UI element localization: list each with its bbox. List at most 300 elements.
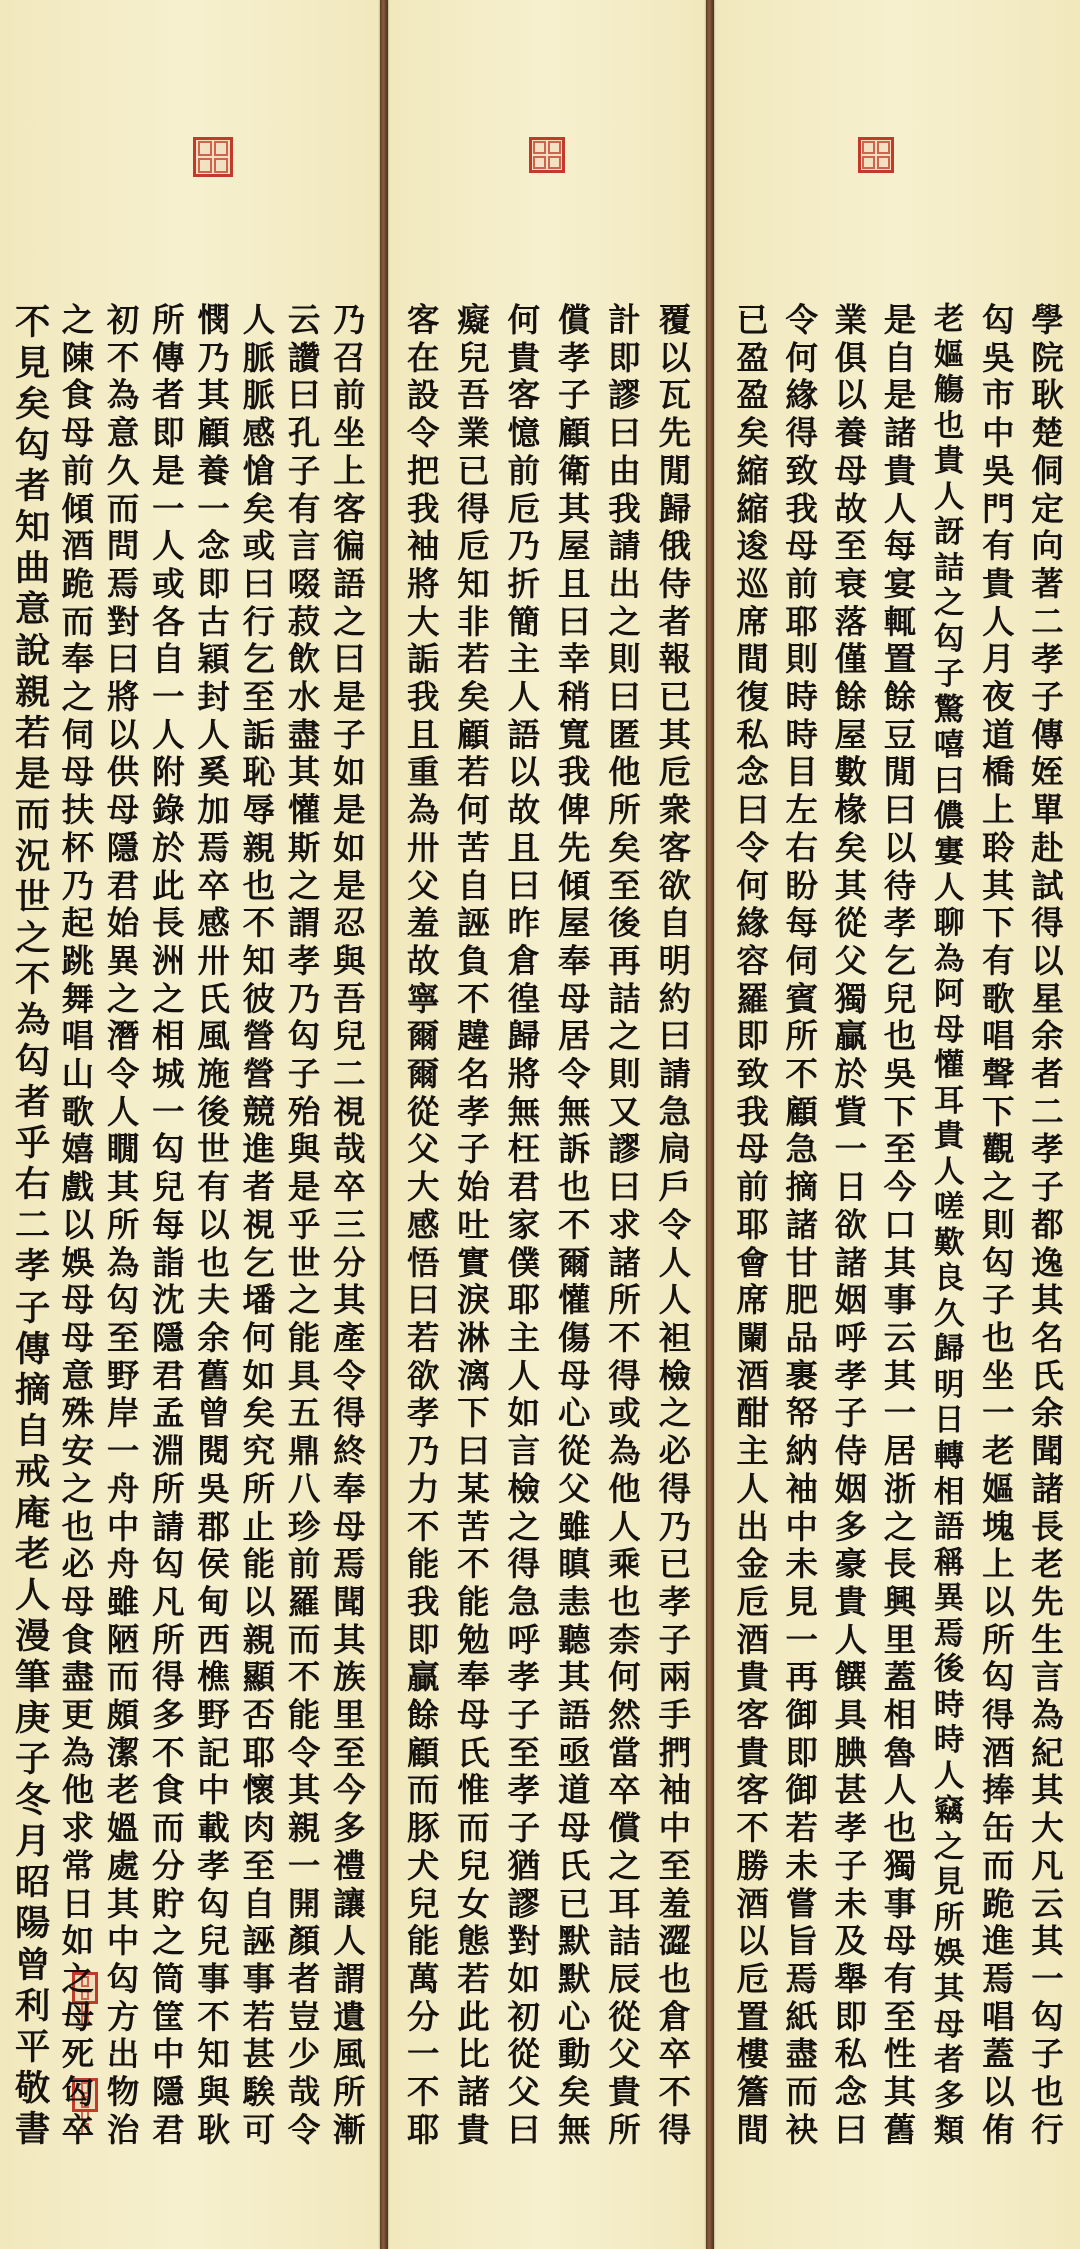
calligraphy-character: 貴 (982, 564, 1015, 603)
calligraphy-character: 處 (106, 1846, 140, 1885)
calligraphy-character: 孝 (557, 338, 591, 377)
calligraphy-character: 昭 (14, 1862, 51, 1904)
calligraphy-character: 一 (287, 1846, 321, 1885)
calligraphy-character: 語 (557, 1696, 591, 1735)
calligraphy-character: 歸 (933, 1331, 965, 1368)
calligraphy-character: 聆 (982, 828, 1015, 867)
calligraphy-character: 之 (883, 1507, 917, 1546)
calligraphy-character: 時 (933, 1686, 965, 1723)
calligraphy-character: 不 (785, 1055, 818, 1094)
calligraphy-character: 以 (61, 1205, 95, 1244)
calligraphy-character: 營 (242, 1017, 276, 1056)
calligraphy-character: 落 (834, 602, 868, 641)
calligraphy-character: 至 (507, 1733, 541, 1772)
calligraphy-character: 矣 (557, 2073, 591, 2112)
calligraphy-character: 也 (197, 1243, 230, 1282)
calligraphy-character: 卅 (197, 941, 230, 980)
calligraphy-character: 焉 (785, 1959, 818, 1998)
calligraphy-character: 三 (333, 1205, 366, 1244)
calligraphy-character: 行 (1031, 2110, 1064, 2149)
calligraphy-character: 舊 (883, 2110, 917, 2149)
calligraphy-character: 豪 (834, 1545, 868, 1584)
calligraphy-character: 類 (933, 2113, 965, 2150)
calligraphy-character: 帑 (785, 1394, 818, 1433)
calligraphy-character: 道 (982, 715, 1015, 754)
calligraphy-character: 之 (106, 979, 140, 1018)
calligraphy-character: 其 (557, 489, 591, 528)
calligraphy-character: 君 (152, 2110, 185, 2149)
calligraphy-character: 勉 (457, 1620, 490, 1659)
calligraphy-character: 從 (834, 904, 868, 943)
calligraphy-character: 諸 (785, 1205, 818, 1244)
calligraphy-character: 語 (333, 564, 366, 603)
calligraphy-character: 之 (982, 1168, 1015, 1207)
calligraphy-character: 何 (242, 1318, 276, 1357)
calligraphy-character: 大 (406, 602, 440, 641)
calligraphy-character: 無 (557, 2110, 591, 2149)
calligraphy-character: 人 (933, 869, 965, 906)
calligraphy-character: 閒 (883, 753, 917, 792)
text-column (146, 302, 190, 2149)
calligraphy-character: 衛 (557, 451, 591, 490)
calligraphy-character: 令 (785, 301, 818, 339)
calligraphy-character: 餘 (883, 678, 917, 717)
calligraphy-character: 初 (507, 1997, 541, 2036)
calligraphy-character: 瞋 (557, 1545, 591, 1584)
calligraphy-character: 子 (834, 1394, 868, 1433)
calligraphy-character: 能 (242, 1545, 276, 1584)
calligraphy-character: 產 (333, 1318, 366, 1357)
calligraphy-character: 有 (883, 1959, 917, 1998)
calligraphy-character: 騃 (242, 2073, 276, 2112)
text-column (878, 302, 922, 2149)
calligraphy-character: 已 (736, 301, 769, 339)
calligraphy-character: 緣 (785, 376, 818, 415)
calligraphy-character: 從 (557, 1432, 591, 1471)
calligraphy-character: 兒 (152, 1168, 185, 1207)
calligraphy-character: 其 (1031, 1281, 1064, 1320)
calligraphy-character: 如 (333, 753, 366, 792)
calligraphy-character: 可 (242, 2110, 276, 2149)
calligraphy-character: 所 (106, 1205, 140, 1244)
calligraphy-character: 亟 (557, 1733, 591, 1772)
calligraphy-character: 起 (61, 904, 95, 943)
calligraphy-character: 及 (834, 1922, 868, 1961)
calligraphy-character: 為 (406, 791, 440, 830)
calligraphy-character: 則 (982, 1205, 1015, 1244)
calligraphy-character: 能 (406, 1545, 440, 1584)
calligraphy-character: 母 (61, 1281, 95, 1320)
calligraphy-character: 而 (287, 1620, 321, 1659)
calligraphy-character: 辰 (608, 1959, 641, 1998)
calligraphy-character: 曲 (14, 548, 51, 590)
calligraphy-character: 何 (736, 866, 769, 905)
calligraphy-character: 孝 (197, 1846, 230, 1885)
calligraphy-character: 力 (406, 1469, 440, 1508)
calligraphy-character: 之 (152, 1922, 185, 1961)
calligraphy-character: 之 (933, 1828, 965, 1865)
calligraphy-character: 呼 (834, 1318, 868, 1357)
calligraphy-character: 至 (333, 1733, 366, 1772)
calligraphy-character: 匃 (61, 2073, 95, 2112)
calligraphy-character: 而 (106, 1658, 140, 1697)
calligraphy-character: 孝 (1031, 640, 1064, 679)
calligraphy-character: 侗 (1031, 451, 1064, 490)
calligraphy-character: 母 (883, 1922, 917, 1961)
calligraphy-character: 顧 (785, 1092, 818, 1131)
calligraphy-character: 之 (658, 1394, 692, 1433)
calligraphy-character: 孝 (14, 1246, 51, 1288)
calligraphy-character: 之 (608, 1017, 641, 1056)
calligraphy-character: 者 (14, 1082, 51, 1124)
calligraphy-character: 興 (883, 1582, 917, 1621)
calligraphy-character: 覆 (658, 301, 692, 339)
calligraphy-character: 未 (785, 1545, 818, 1584)
calligraphy-character: 乃 (333, 301, 366, 339)
calligraphy-character: 奉 (557, 941, 591, 980)
calligraphy-character: 問 (106, 527, 140, 566)
calligraphy-character: 卮 (457, 527, 490, 566)
calligraphy-character: 而 (152, 1809, 185, 1848)
calligraphy-character: 呼 (507, 1620, 541, 1659)
calligraphy-character: 又 (608, 1092, 641, 1131)
calligraphy-character: 陋 (106, 1620, 140, 1659)
calligraphy-character: 事 (197, 1959, 230, 1998)
calligraphy-character: 侍 (834, 1432, 868, 1471)
calligraphy-character: 人 (933, 1757, 965, 1794)
calligraphy-character: 耶 (406, 2110, 440, 2149)
calligraphy-character: 是 (14, 753, 51, 795)
calligraphy-character: 誣 (242, 1922, 276, 1961)
calligraphy-character: 兒 (197, 1922, 230, 1961)
calligraphy-character: 水 (287, 678, 321, 717)
calligraphy-character: 分 (406, 1997, 440, 2036)
calligraphy-character: 從 (507, 2035, 541, 2074)
calligraphy-character: 子 (658, 1620, 692, 1659)
calligraphy-character: 盈 (736, 376, 769, 415)
calligraphy-character: 之 (61, 1959, 95, 1998)
calligraphy-character: 競 (242, 1092, 276, 1131)
text-column (653, 302, 697, 2149)
calligraphy-character: 轉 (933, 1438, 965, 1474)
calligraphy-character: 死 (61, 2035, 95, 2074)
calligraphy-character: 舞 (61, 979, 95, 1018)
calligraphy-character: 人 (333, 1922, 366, 1961)
calligraphy-character: 歌 (61, 1092, 95, 1131)
calligraphy-character: 貴 (883, 451, 917, 490)
calligraphy-character: 筒 (152, 1959, 185, 1998)
calligraphy-character: 世 (197, 1130, 230, 1169)
calligraphy-character: 念 (197, 527, 230, 566)
text-column (237, 302, 281, 2149)
calligraphy-character: 相 (933, 1473, 965, 1510)
calligraphy-character: 奉 (457, 1658, 490, 1697)
calligraphy-character: 諸 (608, 1243, 641, 1282)
calligraphy-character: 人 (982, 602, 1015, 641)
calligraphy-character: 利 (14, 1985, 51, 2027)
calligraphy-character: 折 (507, 564, 541, 603)
calligraphy-character: 犬 (406, 1846, 440, 1885)
calligraphy-character: 穎 (197, 640, 230, 679)
calligraphy-character: 哉 (333, 1130, 366, 1169)
calligraphy-character: 之 (507, 1507, 541, 1546)
calligraphy-character: 人 (242, 301, 276, 339)
calligraphy-character: 摘 (14, 1369, 51, 1411)
calligraphy-character: 不 (406, 2073, 440, 2112)
calligraphy-character: 與 (333, 941, 366, 980)
calligraphy-character: 視 (242, 1205, 276, 1244)
calligraphy-character: 貴 (736, 1733, 769, 1772)
calligraphy-character: 曰 (557, 602, 591, 641)
calligraphy-character: 懽 (557, 1281, 591, 1320)
text-column (976, 302, 1020, 2149)
calligraphy-character: 語 (933, 1509, 965, 1546)
calligraphy-character: 有 (982, 941, 1015, 980)
calligraphy-character: 其 (557, 1658, 591, 1697)
calligraphy-character: 事 (242, 1959, 276, 1998)
calligraphy-character: 自 (883, 338, 917, 377)
calligraphy-character: 乞 (242, 640, 276, 679)
calligraphy-character: 父 (406, 866, 440, 905)
calligraphy-character: 憫 (197, 301, 230, 339)
calligraphy-character: 何 (785, 338, 818, 377)
calligraphy-character: 以 (982, 2073, 1015, 2112)
calligraphy-character: 匃 (982, 1243, 1015, 1282)
calligraphy-character: 營 (242, 1055, 276, 1094)
calligraphy-character: 母 (557, 1356, 591, 1395)
calligraphy-character: 於 (152, 828, 185, 867)
calligraphy-character: 曰 (933, 762, 965, 799)
calligraphy-character: 屋 (834, 715, 868, 754)
calligraphy-character: 日 (834, 1168, 868, 1207)
calligraphy-character: 宴 (883, 564, 917, 603)
calligraphy-character: 矣 (242, 489, 276, 528)
calligraphy-character: 卮 (736, 1582, 769, 1621)
calligraphy-character: 再 (785, 1658, 818, 1697)
calligraphy-character: 安 (61, 1432, 95, 1471)
calligraphy-character: 世 (287, 1243, 321, 1282)
calligraphy-character: 人 (608, 1507, 641, 1546)
calligraphy-character: 然 (608, 1696, 641, 1735)
calligraphy-character: 且 (406, 715, 440, 754)
calligraphy-character: 或 (242, 527, 276, 566)
calligraphy-character: 始 (457, 1168, 490, 1207)
calligraphy-character: 多 (933, 2077, 965, 2114)
calligraphy-character: 曰 (457, 1432, 490, 1471)
calligraphy-character: 耿 (197, 2110, 230, 2149)
calligraphy-character: 耿 (1031, 376, 1064, 415)
calligraphy-character: 風 (197, 1017, 230, 1056)
calligraphy-character: 凡 (1031, 1846, 1064, 1885)
calligraphy-character: 缶 (982, 1809, 1015, 1848)
calligraphy-character: 舟 (106, 1469, 140, 1508)
calligraphy-character: 其 (106, 1884, 140, 1923)
calligraphy-character: 其 (658, 715, 692, 754)
calligraphy-character: 人 (658, 1281, 692, 1320)
calligraphy-character: 筐 (152, 1997, 185, 2036)
calligraphy-character: 至 (106, 1318, 140, 1357)
calligraphy-character: 若 (406, 1318, 440, 1357)
calligraphy-character: 子 (1031, 678, 1064, 717)
calligraphy-character: 有 (982, 527, 1015, 566)
calligraphy-character: 顏 (287, 1922, 321, 1961)
calligraphy-character: 封 (197, 678, 230, 717)
calligraphy-character: 雖 (557, 1507, 591, 1546)
calligraphy-character: 賓 (785, 979, 818, 1018)
calligraphy-character: 且 (557, 564, 591, 603)
calligraphy-character: 日 (61, 1884, 95, 1923)
calligraphy-character: 嬉 (61, 1130, 95, 1169)
calligraphy-character: 焉 (933, 1615, 965, 1652)
calligraphy-character: 輒 (883, 602, 917, 641)
calligraphy-character: 誣 (457, 904, 490, 943)
calligraphy-character: 歌 (982, 979, 1015, 1018)
calligraphy-character: 每 (883, 527, 917, 566)
calligraphy-character: 何 (457, 791, 490, 830)
calligraphy-character: 學 (1031, 301, 1064, 339)
calligraphy-character: 得 (1031, 904, 1064, 943)
calligraphy-character: 金 (736, 1545, 769, 1584)
calligraphy-character: 如 (333, 828, 366, 867)
calligraphy-character: 行 (242, 602, 276, 641)
calligraphy-character: 人 (883, 489, 917, 528)
calligraphy-character: 為 (1031, 1696, 1064, 1735)
calligraphy-character: 常 (61, 1846, 95, 1885)
calligraphy-character: 主 (507, 1318, 541, 1357)
calligraphy-character: 求 (608, 1205, 641, 1244)
calligraphy-character: 間 (736, 2110, 769, 2149)
calligraphy-character: 豈 (287, 1997, 321, 2036)
calligraphy-character: 吳 (982, 451, 1015, 490)
calligraphy-character: 所 (933, 1899, 965, 1936)
calligraphy-character: 手 (658, 1696, 692, 1735)
calligraphy-character: 治 (106, 2110, 140, 2149)
calligraphy-character: 為 (14, 1000, 51, 1042)
calligraphy-character: 子 (14, 1739, 51, 1781)
calligraphy-character: 貯 (152, 1884, 185, 1923)
calligraphy-character: 母 (61, 414, 95, 453)
calligraphy-character: 詬 (406, 640, 440, 679)
calligraphy-character: 感 (197, 904, 230, 943)
calligraphy-character: 單 (1031, 791, 1064, 830)
calligraphy-character: 曰 (608, 1168, 641, 1207)
calligraphy-character: 縮 (736, 489, 769, 528)
calligraphy-character: 在 (406, 338, 440, 377)
calligraphy-character: 以 (197, 1205, 230, 1244)
calligraphy-character: 耶 (785, 602, 818, 641)
calligraphy-character: 曰 (736, 791, 769, 830)
calligraphy-character: 孝 (507, 1658, 541, 1697)
calligraphy-character: 袂 (785, 2110, 818, 2149)
calligraphy-character: 父 (507, 2073, 541, 2112)
calligraphy-character: 都 (1031, 1205, 1064, 1244)
calligraphy-character: 貴 (736, 1658, 769, 1697)
calligraphy-character: 具 (834, 1696, 868, 1735)
calligraphy-character: 為 (106, 376, 140, 415)
calligraphy-character: 令 (287, 2110, 321, 2149)
calligraphy-character: 舉 (834, 1959, 868, 1998)
calligraphy-character: 徧 (333, 527, 366, 566)
calligraphy-character: 如 (61, 1922, 95, 1961)
calligraphy-character: 生 (1031, 1620, 1064, 1659)
calligraphy-character: 念 (834, 2073, 868, 2112)
calligraphy-character: 縮 (736, 451, 769, 490)
calligraphy-character: 著 (1031, 564, 1064, 603)
calligraphy-character: 態 (457, 1922, 490, 1961)
calligraphy-character: 勝 (736, 1846, 769, 1885)
calligraphy-character: 說 (14, 630, 51, 672)
calligraphy-character: 匃 (152, 1545, 185, 1584)
calligraphy-character: 我 (736, 1092, 769, 1131)
calligraphy-character: 椽 (834, 791, 868, 830)
calligraphy-character: 若 (242, 1997, 276, 2036)
calligraphy-character: 不 (406, 1507, 440, 1546)
calligraphy-character: 爾 (406, 1017, 440, 1056)
calligraphy-character: 所 (608, 791, 641, 830)
calligraphy-character: 子 (333, 715, 366, 754)
calligraphy-character: 所 (152, 1469, 185, 1508)
calligraphy-character: 所 (785, 1017, 818, 1056)
calligraphy-character: 某 (457, 1469, 490, 1508)
calligraphy-character: 老 (106, 1771, 140, 1810)
calligraphy-character: 謬 (507, 1884, 541, 1923)
calligraphy-character: 猶 (507, 1846, 541, 1885)
calligraphy-character: 餘 (406, 1696, 440, 1735)
calligraphy-character: 急 (658, 1092, 692, 1131)
calligraphy-character: 我 (406, 489, 440, 528)
calligraphy-character: 謬 (608, 376, 641, 415)
calligraphy-character: 一 (785, 1620, 818, 1659)
calligraphy-character: 分 (152, 1846, 185, 1885)
calligraphy-character: 貴 (834, 1582, 868, 1621)
calligraphy-character: 欲 (834, 1205, 868, 1244)
calligraphy-character: 上 (333, 451, 366, 490)
calligraphy-character: 從 (608, 1997, 641, 2036)
calligraphy-character: 筆 (14, 1657, 51, 1699)
text-column (552, 302, 596, 2149)
calligraphy-character: 矣 (736, 414, 769, 453)
calligraphy-character: 吳 (197, 1469, 230, 1508)
calligraphy-character: 焉 (333, 1545, 366, 1584)
calligraphy-character: 下 (457, 1394, 490, 1433)
calligraphy-character: 檢 (507, 1469, 541, 1508)
calligraphy-character: 兩 (658, 1658, 692, 1697)
calligraphy-character: 傾 (557, 866, 591, 905)
calligraphy-character: 為 (933, 940, 965, 977)
calligraphy-character: 謂 (287, 904, 321, 943)
calligraphy-character: 中 (982, 414, 1015, 453)
calligraphy-character: 舟 (106, 1545, 140, 1584)
calligraphy-character: 品 (785, 1318, 818, 1357)
calligraphy-character: 幸 (557, 640, 591, 679)
calligraphy-character: 唱 (61, 1017, 95, 1056)
calligraphy-character: 得 (658, 1469, 692, 1508)
calligraphy-character: 曰 (507, 2110, 541, 2149)
calligraphy-character: 曾 (197, 1394, 230, 1433)
calligraphy-character: 甘 (785, 1243, 818, 1282)
calligraphy-character: 設 (406, 376, 440, 415)
calligraphy-character: 唱 (982, 1997, 1015, 2036)
calligraphy-character: 人 (14, 1574, 51, 1616)
calligraphy-character: 得 (608, 1356, 641, 1395)
calligraphy-character: 俾 (557, 791, 591, 830)
calligraphy-character: 諸 (834, 1243, 868, 1282)
calligraphy-character: 食 (61, 376, 95, 415)
calligraphy-character: 止 (242, 1507, 276, 1546)
calligraphy-character: 孝 (507, 1771, 541, 1810)
calligraphy-character: 所 (242, 1469, 276, 1508)
calligraphy-character: 者 (242, 1168, 276, 1207)
